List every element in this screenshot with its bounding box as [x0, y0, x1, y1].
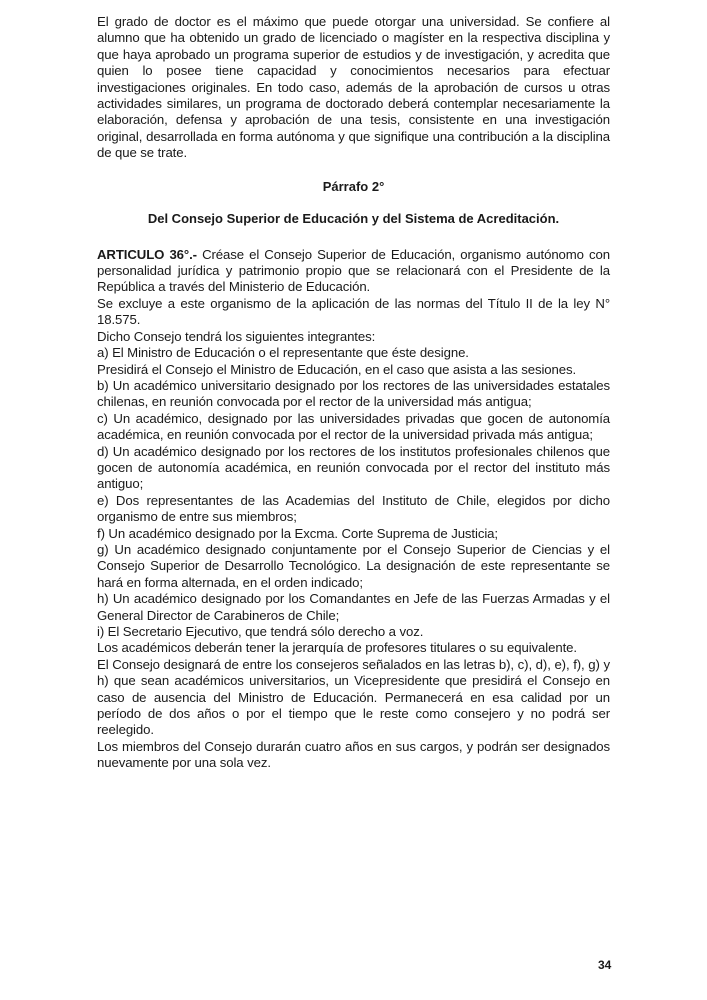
article-paragraph: b) Un académico universitario designado por los rectores de las universidades estatales chilenas, en reunión convocada por el rector de la universidad más antigua; [97, 377, 610, 410]
article-paragraph: a) El Ministro de Educación o el representante que éste designe. [97, 345, 469, 361]
article-paragraph: c) Un académico, designado por las universidades privadas que gocen de autonomía académica, en reunión convocada por el rector de la universidad privada más antigua; [97, 410, 610, 443]
article-paragraph: Dicho Consejo tendrá los siguientes integrantes: [97, 328, 376, 344]
article-first-text: Créase el Consejo Superior de Educación, organismo autónomo con personalidad jurídica y patrimonio propio que se relacionará con el Presidente de la República a través del Ministerio de Educación. [97, 246, 610, 295]
article-paragraph: El Consejo designará de entre los consejeros señalados en las letras b), c), d), e), f), g) y h) que sean académicos universitarios, un Vicepresidente que presidirá el Consejo en caso de ausencia del Ministro de Educación. Permanecerá en esa calidad por un período de dos años o por el tiempo que le reste como consejero y no podrá ser reelegido. [97, 656, 610, 738]
article-paragraph: Los miembros del Consejo durarán cuatro años en sus cargos, y podrán ser designados nuevamente por una sola vez. [97, 738, 610, 771]
page-number: 34 [598, 958, 612, 972]
article-paragraph: f) Un académico designado por la Excma. Corte Suprema de Justicia; [97, 525, 498, 541]
article-label: ARTICULO 36°.- [97, 246, 197, 262]
parrafo-heading: Párrafo 2° [322, 178, 385, 194]
article-paragraph: h) Un académico designado por los Comandantes en Jefe de las Fuerzas Armadas y el General Director de Carabineros de Chile; [97, 591, 610, 623]
article-paragraph: i) El Secretario Ejecutivo, que tendrá sólo derecho a voz. [97, 624, 424, 639]
article-paragraph: g) Un académico designado conjuntamente por el Consejo Superior de Ciencias y el Consejo Superior de Desarrollo Tecnológico. La designación de este representante se hará en forma alternada, en el orden indicado; [97, 541, 610, 590]
article-paragraph: Se excluye a este organismo de la aplicación de las normas del Título II de la ley N° 18.575. [97, 295, 610, 328]
intro-paragraph: El grado de doctor es el máximo que puede otorgar una universidad. Se confiere al alumno que ha obtenido un grado de licenciado o magíster en la respectiva disciplina y que haya aprobado un programa superior de estudios y de investigación, y acredita que quien lo posee tiene capacidad y conocimientos necesarios para efectuar investigaciones originales. En todo caso, además de la aprobación de cursos u otras actividades similares, un programa de doctorado deberá contemplar necesariamente la elaboración, defensa y aprobación de una tesis, consistente en una investigación original, desarrollada en forma autónoma y que signifique una contribución a la disciplina de que se trate. [97, 14, 610, 161]
article-paragraph: Los académicos deberán tener la jerarquía de profesores titulares o su equivalente. [97, 640, 577, 656]
article-first-paragraph [97, 247, 610, 296]
article-paragraph: e) Dos representantes de las Academias del Instituto de Chile, elegidos por dicho organismo de entre sus miembros; [97, 492, 610, 525]
document-page [97, 14, 610, 772]
section-heading: Del Consejo Superior de Educación y del Sistema de Acreditación. [147, 210, 560, 226]
article-paragraph: Presidirá el Consejo el Ministro de Educación, en el caso que asista a las sesiones. [97, 361, 577, 377]
article-paragraph: d) Un académico designado por los rectores de los institutos profesionales chilenos que gocen de autonomía académica, en reunión convocada por el rector del instituto más antiguo; [97, 443, 610, 492]
